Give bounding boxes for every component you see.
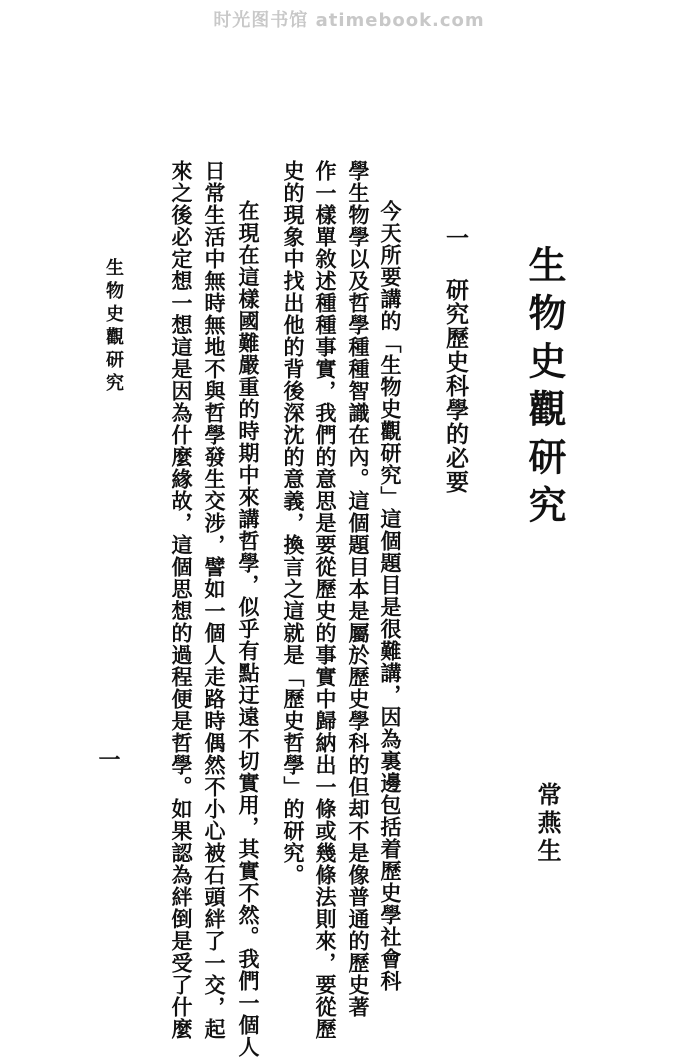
body-line-3: 作一樣單敘述種種事實，我們的意思是要從歷史的事實中歸納出一條或幾條法則來，要從歷 [313, 160, 338, 1040]
watermark: 时光图书馆 atimebook.com [213, 10, 485, 31]
body-line-1-start: 今天所要講的「生物史觀研究」這個題目是很難講， [378, 200, 403, 706]
body-line-4: 史的現象中找出他的背後深沈的意義，換言之這就是「歷史哲學」的研究。 [281, 160, 306, 886]
section-heading: 一 研究歷史科學的必要 [442, 226, 469, 494]
author-name: 常燕生 [533, 782, 562, 866]
body-line-1 [378, 200, 402, 992]
body-line-7: 來之後必定想一想這是因為什麼緣故，這個思想的過程便是哲學。如果認為絆倒是受了什麼 [169, 160, 194, 1040]
body-line-6: 日常生活中無時無地不與哲學發生交涉，譬如一個人走路時偶然不小心被石頭絆了一交，起 [202, 160, 227, 1040]
running-head: 生物史觀研究 [103, 258, 124, 396]
body-line-5: 在現在這樣國難嚴重的時期中來講哲學，似乎有點迂遠不切實用，其實不然。我們一個人 [236, 200, 261, 1058]
body-line-2: 學生物學以及哲學種種智識在內。這個題目本是屬於歷史學科的但却不是像普通的歷史著 [346, 160, 371, 1018]
book-title: 生物史觀研究 [522, 245, 567, 533]
page-number: 一 [95, 748, 121, 770]
body-line-1-continuation: 因為裏邊包括着歷史學社會科 [378, 706, 403, 992]
